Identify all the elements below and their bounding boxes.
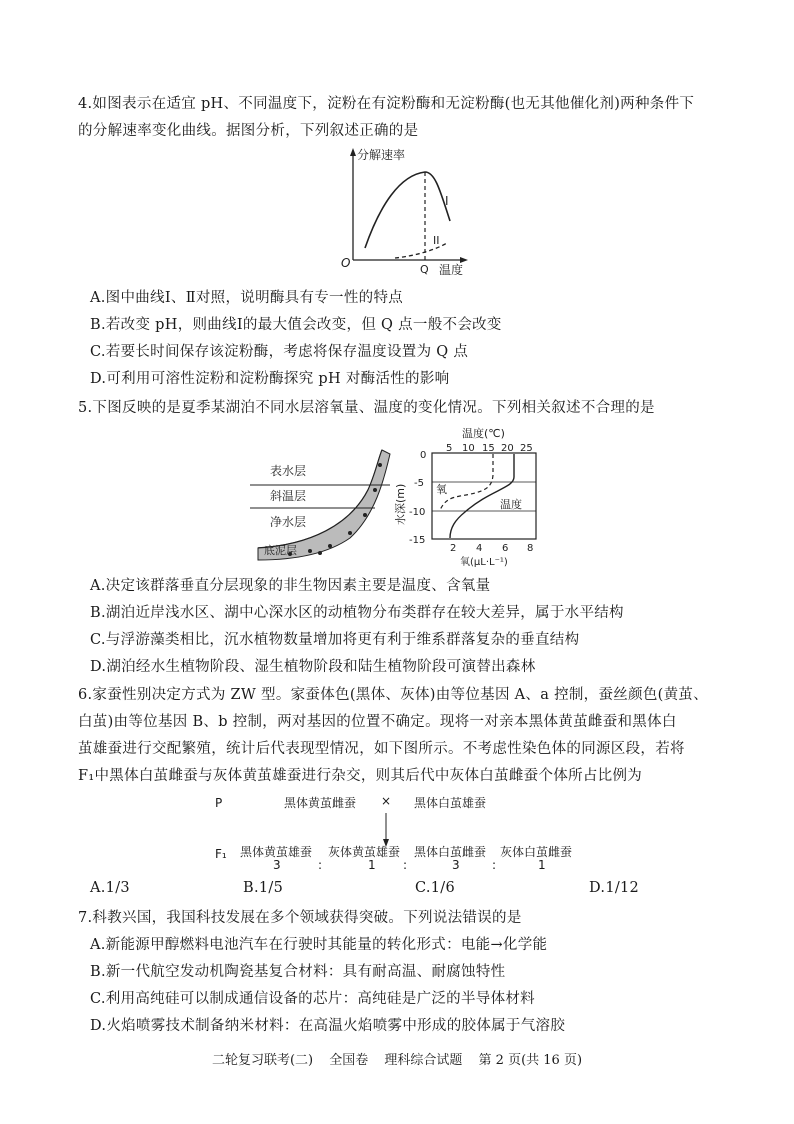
- q5-option-b: B.湖泊近岸浅水区、湖中心深水区的动植物分布类群存在较大差异，属于水平结构: [90, 605, 624, 621]
- q6-ratio-sep-2: :: [403, 858, 408, 872]
- q6-option-d: D.1/12: [589, 880, 640, 896]
- q5-oxygen-curve-label: 氧: [436, 483, 447, 496]
- q5-temp-title: 温度(℃): [462, 427, 505, 440]
- q5-oxygen-axis-label: 氧(μL·L⁻¹): [460, 557, 508, 568]
- q4-rate-temperature-graph: [335, 145, 475, 275]
- q5-option-d: D.湖泊经水生植物阶段、湿生植物阶段和陆生植物阶段可演替出森林: [90, 659, 536, 675]
- q6-f1-label: F₁: [215, 847, 227, 861]
- q5-temp-tick-15: 15: [482, 443, 495, 454]
- q6-ratio-4: 1: [538, 858, 546, 872]
- q5-stem-line1: 5.下图反映的是夏季某湖泊不同水层溶氧量、温度的变化情况。下列相关叙述不合理的是: [78, 400, 655, 416]
- page-footer: [0, 1049, 794, 1068]
- q4-option-b: B.若改变 pH，则曲线Ⅰ的最大值会改变，但 Q 点一般不会改变: [90, 317, 502, 333]
- q6-ratio-sep-1: :: [318, 858, 323, 872]
- q5-oxygen-tick-2: 2: [450, 543, 457, 554]
- q6-ratio-1: 3: [273, 858, 281, 872]
- q6-cross-arrow: [381, 813, 391, 847]
- q4-stem-line2: 的分解速率变化曲线。据图分析，下列叙述正确的是: [78, 123, 419, 139]
- q6-ratio-2: 1: [368, 858, 376, 872]
- q5-layer-surface: 表水层: [270, 464, 307, 478]
- q7-option-b: B.新一代航空发动机陶瓷基复合材料：具有耐高温、耐腐蚀特性: [90, 964, 506, 980]
- q5-oxygen-tick-8: 8: [527, 543, 534, 554]
- q7-option-a: A.新能源甲醇燃料电池汽车在行驶时其能量的转化形式：电能→化学能: [90, 937, 548, 953]
- q4-stem-line1: 4.如图表示在适宜 pH、不同温度下，淀粉在有淀粉酶和无淀粉酶(也无其他催化剂)两种条件下: [78, 96, 695, 112]
- q7-option-c: C.利用高纯硅可以制成通信设备的芯片：高纯硅是广泛的半导体材料: [90, 991, 535, 1007]
- q6-offspring-1: 黑体黄茧雄蚕: [240, 845, 313, 859]
- q5-option-c: C.与浮游藻类相比，沉水植物数量增加将更有利于维系群落复杂的垂直结构: [90, 632, 580, 648]
- q4-y-axis-label: 分解速率: [357, 148, 406, 162]
- q5-temp-tick-5: 5: [446, 443, 453, 454]
- footer-series: 二轮复习联考(二): [211, 1053, 314, 1068]
- q6-stem-line4: F₁中黑体白茧雌蚕与灰体黄茧雄蚕进行杂交，则其后代中灰体白茧雌蚕个体所占比例为: [78, 768, 643, 784]
- q4-option-c: C.若要长时间保存该淀粉酶，考虑将保存温度设置为 Q 点: [90, 344, 469, 360]
- q5-lake-profile-figure: [250, 420, 550, 570]
- q6-parent-female: 黑体黄茧雌蚕: [284, 796, 357, 810]
- q4-curve2-label: II: [433, 234, 440, 247]
- q4-q-label: Q: [420, 263, 429, 275]
- q4-curve1-label: I: [445, 194, 449, 208]
- q5-layer-sediment: 底泥层: [264, 544, 297, 557]
- q6-stem-line1: 6.家蚕性别决定方式为 ZW 型。家蚕体色(黑体、灰体)由等位基因 A、a 控制，蚕丝颜色(黄茧、: [78, 687, 709, 703]
- q4-origin-label: O: [341, 256, 351, 270]
- q5-depth-tick-15: -15: [409, 535, 426, 546]
- q6-offspring-4: 灰体白茧雌蚕: [500, 845, 573, 859]
- q5-oxygen-tick-4: 4: [476, 543, 483, 554]
- q5-depth-label: 水深(m): [394, 483, 407, 525]
- q5-layer-thermocline: 斜温层: [270, 489, 307, 503]
- q6-offspring-2: 灰体黄茧雄蚕: [328, 845, 401, 859]
- footer-subject: 理科综合试题: [384, 1053, 463, 1068]
- q6-option-c: C.1/6: [415, 880, 456, 896]
- q6-p-label: P: [215, 796, 223, 810]
- q6-stem-line3: 茧雄蚕进行交配繁殖，统计后代表现型情况，如下图所示。不考虑性染色体的同源区段，若将: [78, 741, 685, 757]
- q6-stem-line2: 白茧)由等位基因 B、b 控制，两对基因的位置不确定。现将一对亲本黑体黄茧雌蚕和黑体白: [78, 714, 677, 730]
- q6-ratio-3: 3: [452, 858, 460, 872]
- q6-ratio-sep-3: :: [492, 858, 497, 872]
- q5-oxygen-tick-6: 6: [502, 543, 509, 554]
- q5-temp-tick-20: 20: [501, 443, 514, 454]
- footer-page-number: 第 2 页(共 16 页): [478, 1053, 583, 1068]
- footer-scope: 全国卷: [329, 1053, 369, 1068]
- q7-option-d: D.火焰喷雾技术制备纳米材料：在高温火焰喷雾中形成的胶体属于气溶胶: [90, 1018, 566, 1034]
- q5-temp-curve-label: 温度: [500, 498, 522, 511]
- q5-temp-tick-25: 25: [520, 443, 533, 454]
- q7-stem-line1: 7.科教兴国，我国科技发展在多个领域获得突破。下列说法错误的是: [78, 910, 522, 926]
- q6-offspring-3: 黑体白茧雌蚕: [414, 845, 487, 859]
- q4-option-d: D.可利用可溶性淀粉和淀粉酶探究 pH 对酶活性的影响: [90, 371, 450, 387]
- q5-depth-tick-10: -10: [409, 507, 426, 518]
- q4-option-a: A.图中曲线Ⅰ、Ⅱ对照，说明酶具有专一性的特点: [90, 290, 404, 306]
- q6-parent-male: 黑体白茧雄蚕: [414, 796, 487, 810]
- q5-temp-tick-10: 10: [462, 443, 475, 454]
- q6-cross-symbol: ×: [381, 794, 392, 808]
- q5-depth-tick-0: 0: [420, 450, 427, 461]
- q6-option-b: B.1/5: [243, 880, 284, 896]
- q5-layer-still: 净水层: [270, 515, 307, 529]
- q4-x-axis-label: 温度: [439, 263, 464, 275]
- q5-depth-tick-5: -5: [414, 478, 424, 489]
- q6-option-a: A.1/3: [90, 880, 130, 896]
- q5-option-a: A.决定该群落垂直分层现象的非生物因素主要是温度、含氧量: [90, 578, 491, 594]
